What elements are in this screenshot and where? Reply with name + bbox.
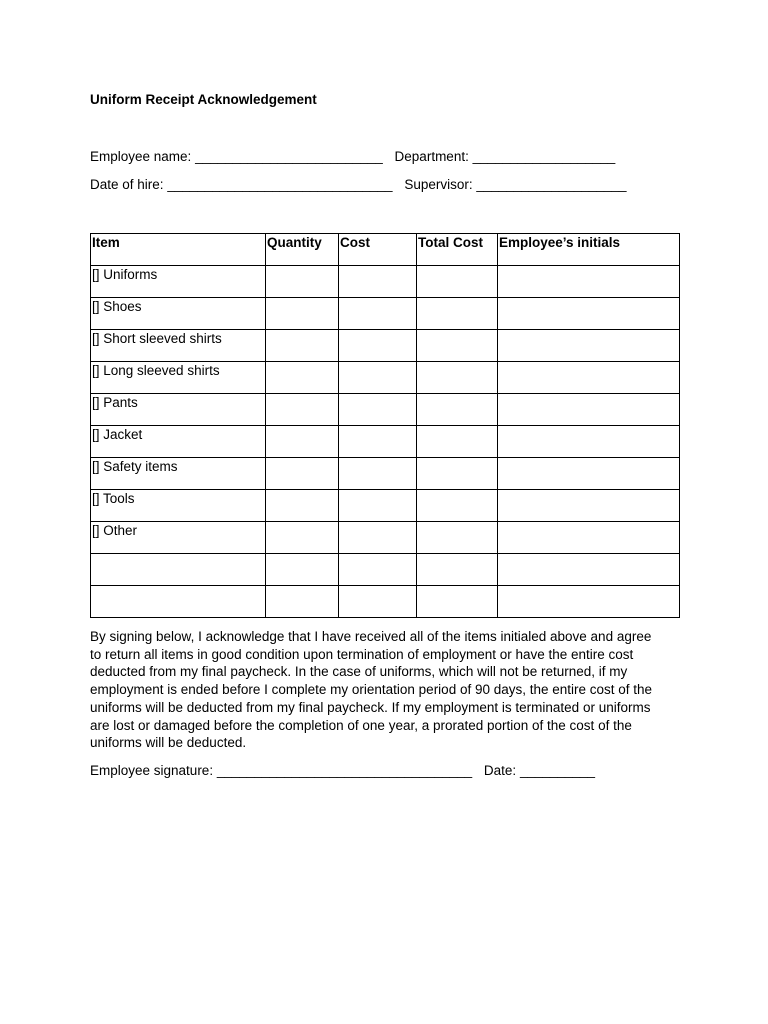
cell-total-cost[interactable] <box>417 490 498 522</box>
uniform-items-table <box>90 233 680 618</box>
header-quantity: Quantity <box>266 234 339 266</box>
date-of-hire-label: Date of hire: <box>90 177 164 192</box>
table-row <box>91 330 680 362</box>
cell-quantity[interactable] <box>266 554 339 586</box>
cell-total-cost[interactable] <box>417 522 498 554</box>
employee-signature-field[interactable]: __________________________________ <box>216 763 473 778</box>
cell-quantity[interactable] <box>266 362 339 394</box>
cell-quantity[interactable] <box>266 458 339 490</box>
table-row <box>91 362 680 394</box>
signature-row <box>90 763 595 778</box>
cell-quantity[interactable] <box>266 298 339 330</box>
cell-cost[interactable] <box>339 554 417 586</box>
employee-signature-label: Employee signature: <box>90 763 214 778</box>
cell-quantity[interactable] <box>266 426 339 458</box>
date-of-hire-field[interactable]: ______________________________ <box>167 177 393 192</box>
form-title: Uniform Receipt Acknowledgement <box>90 92 317 107</box>
table-row <box>91 426 680 458</box>
table-header-row <box>91 234 680 266</box>
cell-item: [] Tools <box>91 490 266 522</box>
header-item: Item <box>91 234 266 266</box>
employee-info-row-2 <box>90 177 627 192</box>
cell-item: [] Long sleeved shirts <box>91 362 266 394</box>
cell-quantity[interactable] <box>266 394 339 426</box>
acknowledgement-line: uniforms will be deducted. <box>90 735 247 751</box>
cell-cost[interactable] <box>339 330 417 362</box>
cell-employee-initials[interactable] <box>498 554 680 586</box>
cell-employee-initials[interactable] <box>498 490 680 522</box>
cell-total-cost[interactable] <box>417 586 498 618</box>
cell-cost[interactable] <box>339 458 417 490</box>
cell-total-cost[interactable] <box>417 426 498 458</box>
cell-total-cost[interactable] <box>417 266 498 298</box>
cell-quantity[interactable] <box>266 490 339 522</box>
cell-item: [] Uniforms <box>91 266 266 298</box>
department-field[interactable]: ___________________ <box>472 149 616 164</box>
acknowledgement-line: deducted from my final paycheck. In the case of uniforms, which will not be returned, if my <box>90 664 628 680</box>
acknowledgement-line: employment is ended before I complete my orientation period of 90 days, the entire cost of the <box>90 682 653 698</box>
acknowledgement-paragraph <box>90 628 680 752</box>
supervisor-field[interactable]: ____________________ <box>476 177 627 192</box>
table-row <box>91 522 680 554</box>
cell-employee-initials[interactable] <box>498 298 680 330</box>
cell-total-cost[interactable] <box>417 330 498 362</box>
cell-total-cost[interactable] <box>417 394 498 426</box>
cell-item: [] Jacket <box>91 426 266 458</box>
table-row <box>91 554 680 586</box>
cell-item <box>91 586 266 618</box>
employee-name-field[interactable]: _________________________ <box>195 149 383 164</box>
cell-total-cost[interactable] <box>417 298 498 330</box>
table-row <box>91 458 680 490</box>
table-row <box>91 394 680 426</box>
acknowledgement-line: By signing below, I acknowledge that I have received all of the items initialed above and agree <box>90 629 652 644</box>
cell-quantity[interactable] <box>266 522 339 554</box>
employee-info-row-1 <box>90 149 615 164</box>
cell-employee-initials[interactable] <box>498 586 680 618</box>
acknowledgement-line: to return all items in good condition upon termination of employment or have the entire cost <box>90 646 634 662</box>
cell-cost[interactable] <box>339 362 417 394</box>
header-employee-initials: Employee’s initials <box>498 234 680 266</box>
table-row <box>91 266 680 298</box>
cell-cost[interactable] <box>339 394 417 426</box>
cell-item: [] Shoes <box>91 298 266 330</box>
cell-item <box>91 554 266 586</box>
cell-employee-initials[interactable] <box>498 522 680 554</box>
cell-item: [] Other <box>91 522 266 554</box>
date-field[interactable]: __________ <box>519 763 596 778</box>
cell-employee-initials[interactable] <box>498 266 680 298</box>
supervisor-label: Supervisor: <box>404 177 473 192</box>
cell-item: [] Short sleeved shirts <box>91 330 266 362</box>
cell-employee-initials[interactable] <box>498 362 680 394</box>
employee-name-label: Employee name: <box>90 149 192 164</box>
cell-item: [] Safety items <box>91 458 266 490</box>
cell-cost[interactable] <box>339 522 417 554</box>
cell-cost[interactable] <box>339 490 417 522</box>
cell-quantity[interactable] <box>266 266 339 298</box>
table-row <box>91 490 680 522</box>
acknowledgement-line: are lost or damaged before the completion of one year, a prorated portion of the cost of the <box>90 717 632 733</box>
cell-total-cost[interactable] <box>417 362 498 394</box>
department-label: Department: <box>394 149 469 164</box>
cell-quantity[interactable] <box>266 330 339 362</box>
cell-quantity[interactable] <box>266 586 339 618</box>
cell-cost[interactable] <box>339 266 417 298</box>
cell-item: [] Pants <box>91 394 266 426</box>
cell-employee-initials[interactable] <box>498 458 680 490</box>
header-total-cost: Total Cost <box>417 234 498 266</box>
table-row <box>91 298 680 330</box>
acknowledgement-line: uniforms will be deducted from my final paycheck. If my employment is terminated or uniforms <box>90 699 651 715</box>
cell-total-cost[interactable] <box>417 458 498 490</box>
cell-cost[interactable] <box>339 298 417 330</box>
cell-total-cost[interactable] <box>417 554 498 586</box>
cell-cost[interactable] <box>339 426 417 458</box>
table-row <box>91 586 680 618</box>
cell-employee-initials[interactable] <box>498 394 680 426</box>
cell-employee-initials[interactable] <box>498 426 680 458</box>
header-cost: Cost <box>339 234 417 266</box>
date-label: Date: <box>483 763 517 778</box>
cell-cost[interactable] <box>339 586 417 618</box>
cell-employee-initials[interactable] <box>498 330 680 362</box>
